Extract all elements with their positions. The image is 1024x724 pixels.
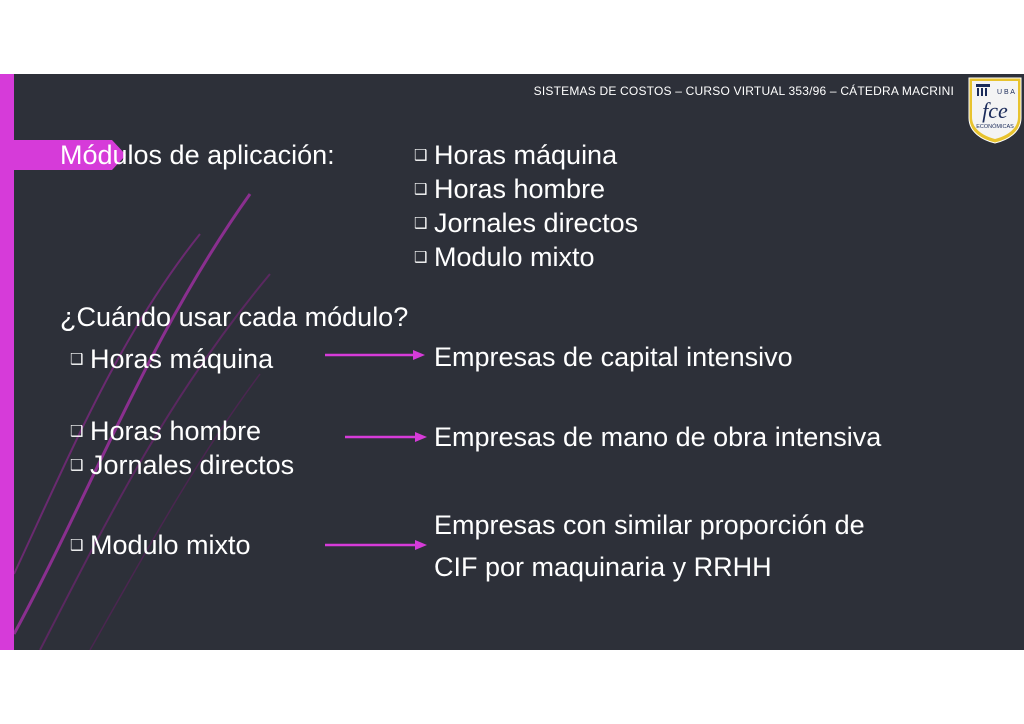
logo-fce-text: fce [982,98,1008,123]
logo-economicas-text: ECONÓMICAS [976,124,1014,130]
usage-right-item: Empresas con similar proporción de [434,510,865,540]
module-item: ❑ Jornales directos [414,208,639,238]
module-item: ❑ Horas hombre [414,174,606,204]
usage-left-item: ❑ Modulo mixto [70,530,251,560]
usage-right-item: Empresas de capital intensivo [434,342,793,372]
course-header: SISTEMAS DE COSTOS – CURSO VIRTUAL 353/96 – CÁTEDRA MACRINI [533,84,954,98]
checkbox-bullet-icon: ❑ [414,214,428,232]
arrow-right-icon [345,430,427,444]
module-item: ❑ Modulo mixto [414,242,595,272]
usage-left-item: ❑ Horas hombre [70,416,262,446]
checkbox-bullet-icon: ❑ [414,146,428,164]
logo-uba-text: U B A [997,89,1015,96]
checkbox-bullet-icon: ❑ [414,180,428,198]
modules-heading: Módulos de aplicación: [60,140,335,170]
checkbox-bullet-icon: ❑ [414,248,428,266]
checkbox-bullet-icon: ❑ [70,536,84,554]
usage-question: ¿Cuándo usar cada módulo? [60,302,409,332]
checkbox-bullet-icon: ❑ [70,350,84,368]
usage-right-item: Empresas de mano de obra intensiva [434,422,882,452]
arrow-right-icon [325,538,427,552]
usage-left-item: ❑ Jornales directos [70,450,295,480]
arrow-right-icon [325,348,425,362]
checkbox-bullet-icon: ❑ [70,456,84,474]
fce-logo [966,74,1024,144]
slide [0,74,1024,650]
checkbox-bullet-icon: ❑ [70,422,84,440]
usage-right-item: CIF por maquinaria y RRHH [434,552,772,582]
module-item: ❑ Horas máquina [414,140,618,170]
usage-left-item: ❑ Horas máquina [70,344,274,374]
